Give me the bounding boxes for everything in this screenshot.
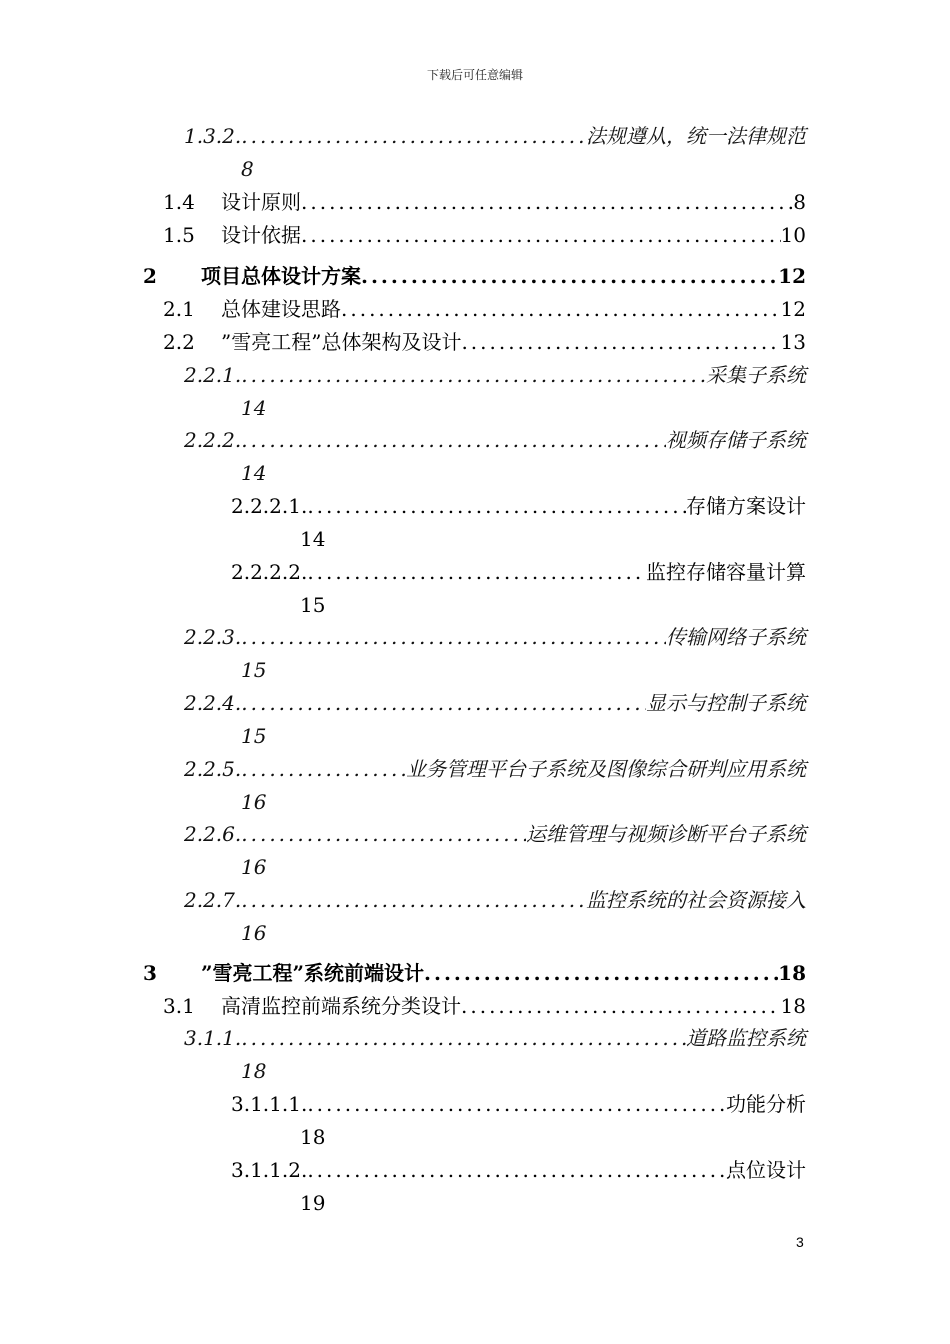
toc-entry[interactable]	[163, 328, 806, 356]
toc-title: 功能分析	[726, 1092, 806, 1116]
toc-number: 3.1.1.1.	[231, 1092, 308, 1116]
toc-page-number: 12	[780, 297, 806, 321]
toc-title: 存储方案设计	[686, 494, 806, 518]
toc-title: 显示与控制子系统	[646, 691, 806, 715]
toc-title: 项目总体设计方案	[201, 264, 361, 288]
toc-number: 2.2.7.	[184, 888, 242, 912]
toc-entry[interactable]	[143, 262, 806, 290]
toc-entry[interactable]	[184, 755, 806, 783]
toc-number: 1.3.2.	[184, 124, 242, 148]
toc-page-number: 12	[778, 264, 806, 288]
toc-entry[interactable]	[184, 122, 806, 150]
toc-entry[interactable]	[184, 689, 806, 717]
toc-title: 监控存储容量计算	[646, 560, 806, 584]
toc-page-number: 18	[241, 1059, 267, 1083]
toc-leader	[301, 188, 793, 216]
toc-page-number: 14	[300, 527, 326, 551]
toc-title: 监控系统的社会资源接入	[586, 888, 806, 912]
toc-number: 3.1.1.	[184, 1026, 242, 1050]
toc-leader	[307, 492, 686, 520]
toc-number: 2.2.4.	[184, 691, 242, 715]
toc-entry[interactable]	[184, 886, 806, 914]
toc-entry[interactable]	[184, 820, 806, 848]
toc-number: 2.2.6.	[184, 822, 242, 846]
toc-page-number: 16	[241, 855, 267, 879]
toc-page-number: 15	[241, 658, 267, 682]
toc-entry[interactable]	[163, 992, 806, 1020]
toc-page-number: 14	[241, 396, 267, 420]
toc-page-number: 15	[300, 593, 326, 617]
toc-leader	[241, 886, 586, 914]
toc-entry[interactable]	[184, 361, 806, 389]
toc-page-number: 8	[793, 190, 806, 214]
toc-number: 3.1.1.2.	[231, 1158, 308, 1182]
toc-leader	[241, 1024, 686, 1052]
toc-title: 视频存储子系统	[666, 428, 806, 452]
toc-number: 2.2.2.1.	[231, 494, 308, 518]
toc-number: 2.1	[163, 297, 195, 321]
toc-title: 高清监控前端系统分类设计	[221, 994, 461, 1018]
toc-leader	[241, 426, 666, 454]
toc-page-number: 16	[241, 790, 267, 814]
toc-number: 3	[143, 961, 157, 985]
toc-page-number: 8	[241, 157, 254, 181]
toc-leader	[461, 992, 781, 1020]
toc-leader	[361, 262, 778, 290]
toc-page-number: 10	[780, 223, 806, 247]
toc-page-number: 13	[780, 330, 806, 354]
toc-number: 2.2.3.	[184, 625, 242, 649]
toc-page-number: 15	[241, 724, 267, 748]
toc-number: 2.2.2.	[184, 428, 242, 452]
toc-page-number: 16	[241, 921, 267, 945]
toc-title: 总体建设思路	[221, 297, 341, 321]
toc-title: ”雪亮工程”系统前端设计	[201, 961, 425, 985]
toc-leader	[461, 328, 780, 356]
toc-page-number: 19	[300, 1191, 326, 1215]
toc-title: 采集子系统	[706, 363, 806, 387]
toc-leader	[341, 295, 781, 323]
toc-entry[interactable]	[184, 623, 806, 651]
toc-entry[interactable]	[184, 426, 806, 454]
toc-number: 2.2	[163, 330, 195, 354]
toc-entry[interactable]	[163, 188, 806, 216]
toc-leader	[241, 755, 406, 783]
toc-entry[interactable]	[231, 558, 806, 586]
toc-title: 运维管理与视频诊断平台子系统	[526, 822, 806, 846]
toc-number: 1.4	[163, 190, 195, 214]
toc-leader	[307, 1090, 726, 1118]
toc-entry[interactable]	[231, 492, 806, 520]
toc-title: 法规遵从，统一法律规范	[586, 124, 806, 148]
toc-entry[interactable]	[163, 295, 806, 323]
toc-entry[interactable]	[231, 1090, 806, 1118]
toc-leader	[307, 1156, 726, 1184]
toc-entry[interactable]	[143, 959, 806, 987]
toc-page-number: 18	[778, 961, 806, 985]
toc-page-number: 14	[241, 461, 267, 485]
toc-entry[interactable]	[184, 1024, 806, 1052]
toc-title: 道路监控系统	[686, 1026, 806, 1050]
toc-title: ”雪亮工程”总体架构及设计	[221, 330, 462, 354]
toc-title: 设计原则	[221, 190, 301, 214]
toc-leader	[307, 558, 646, 586]
toc-leader	[241, 689, 646, 717]
toc-leader	[241, 122, 586, 150]
toc-number: 1.5	[163, 223, 195, 247]
toc-title: 设计依据	[221, 223, 301, 247]
toc-leader	[241, 361, 706, 389]
toc-number: 3.1	[163, 994, 195, 1018]
toc-title: 传输网络子系统	[666, 625, 806, 649]
toc-number: 2.2.1.	[184, 363, 242, 387]
toc-leader	[241, 623, 666, 651]
toc-page-number: 18	[300, 1125, 326, 1149]
page-header: 下载后可任意编辑	[426, 68, 523, 82]
page-number: 3	[796, 1234, 804, 1250]
toc-title: 业务管理平台子系统及图像综合研判应用系统	[406, 757, 806, 781]
toc-leader	[301, 221, 781, 249]
toc-number: 2.2.5.	[184, 757, 242, 781]
toc-page-number: 18	[780, 994, 806, 1018]
toc-number: 2	[143, 264, 157, 288]
toc-entry[interactable]	[163, 221, 806, 249]
toc-title: 点位设计	[726, 1158, 806, 1182]
toc-number: 2.2.2.2.	[231, 560, 308, 584]
toc-entry[interactable]	[231, 1156, 806, 1184]
toc-leader	[241, 820, 526, 848]
toc-leader	[424, 959, 778, 987]
